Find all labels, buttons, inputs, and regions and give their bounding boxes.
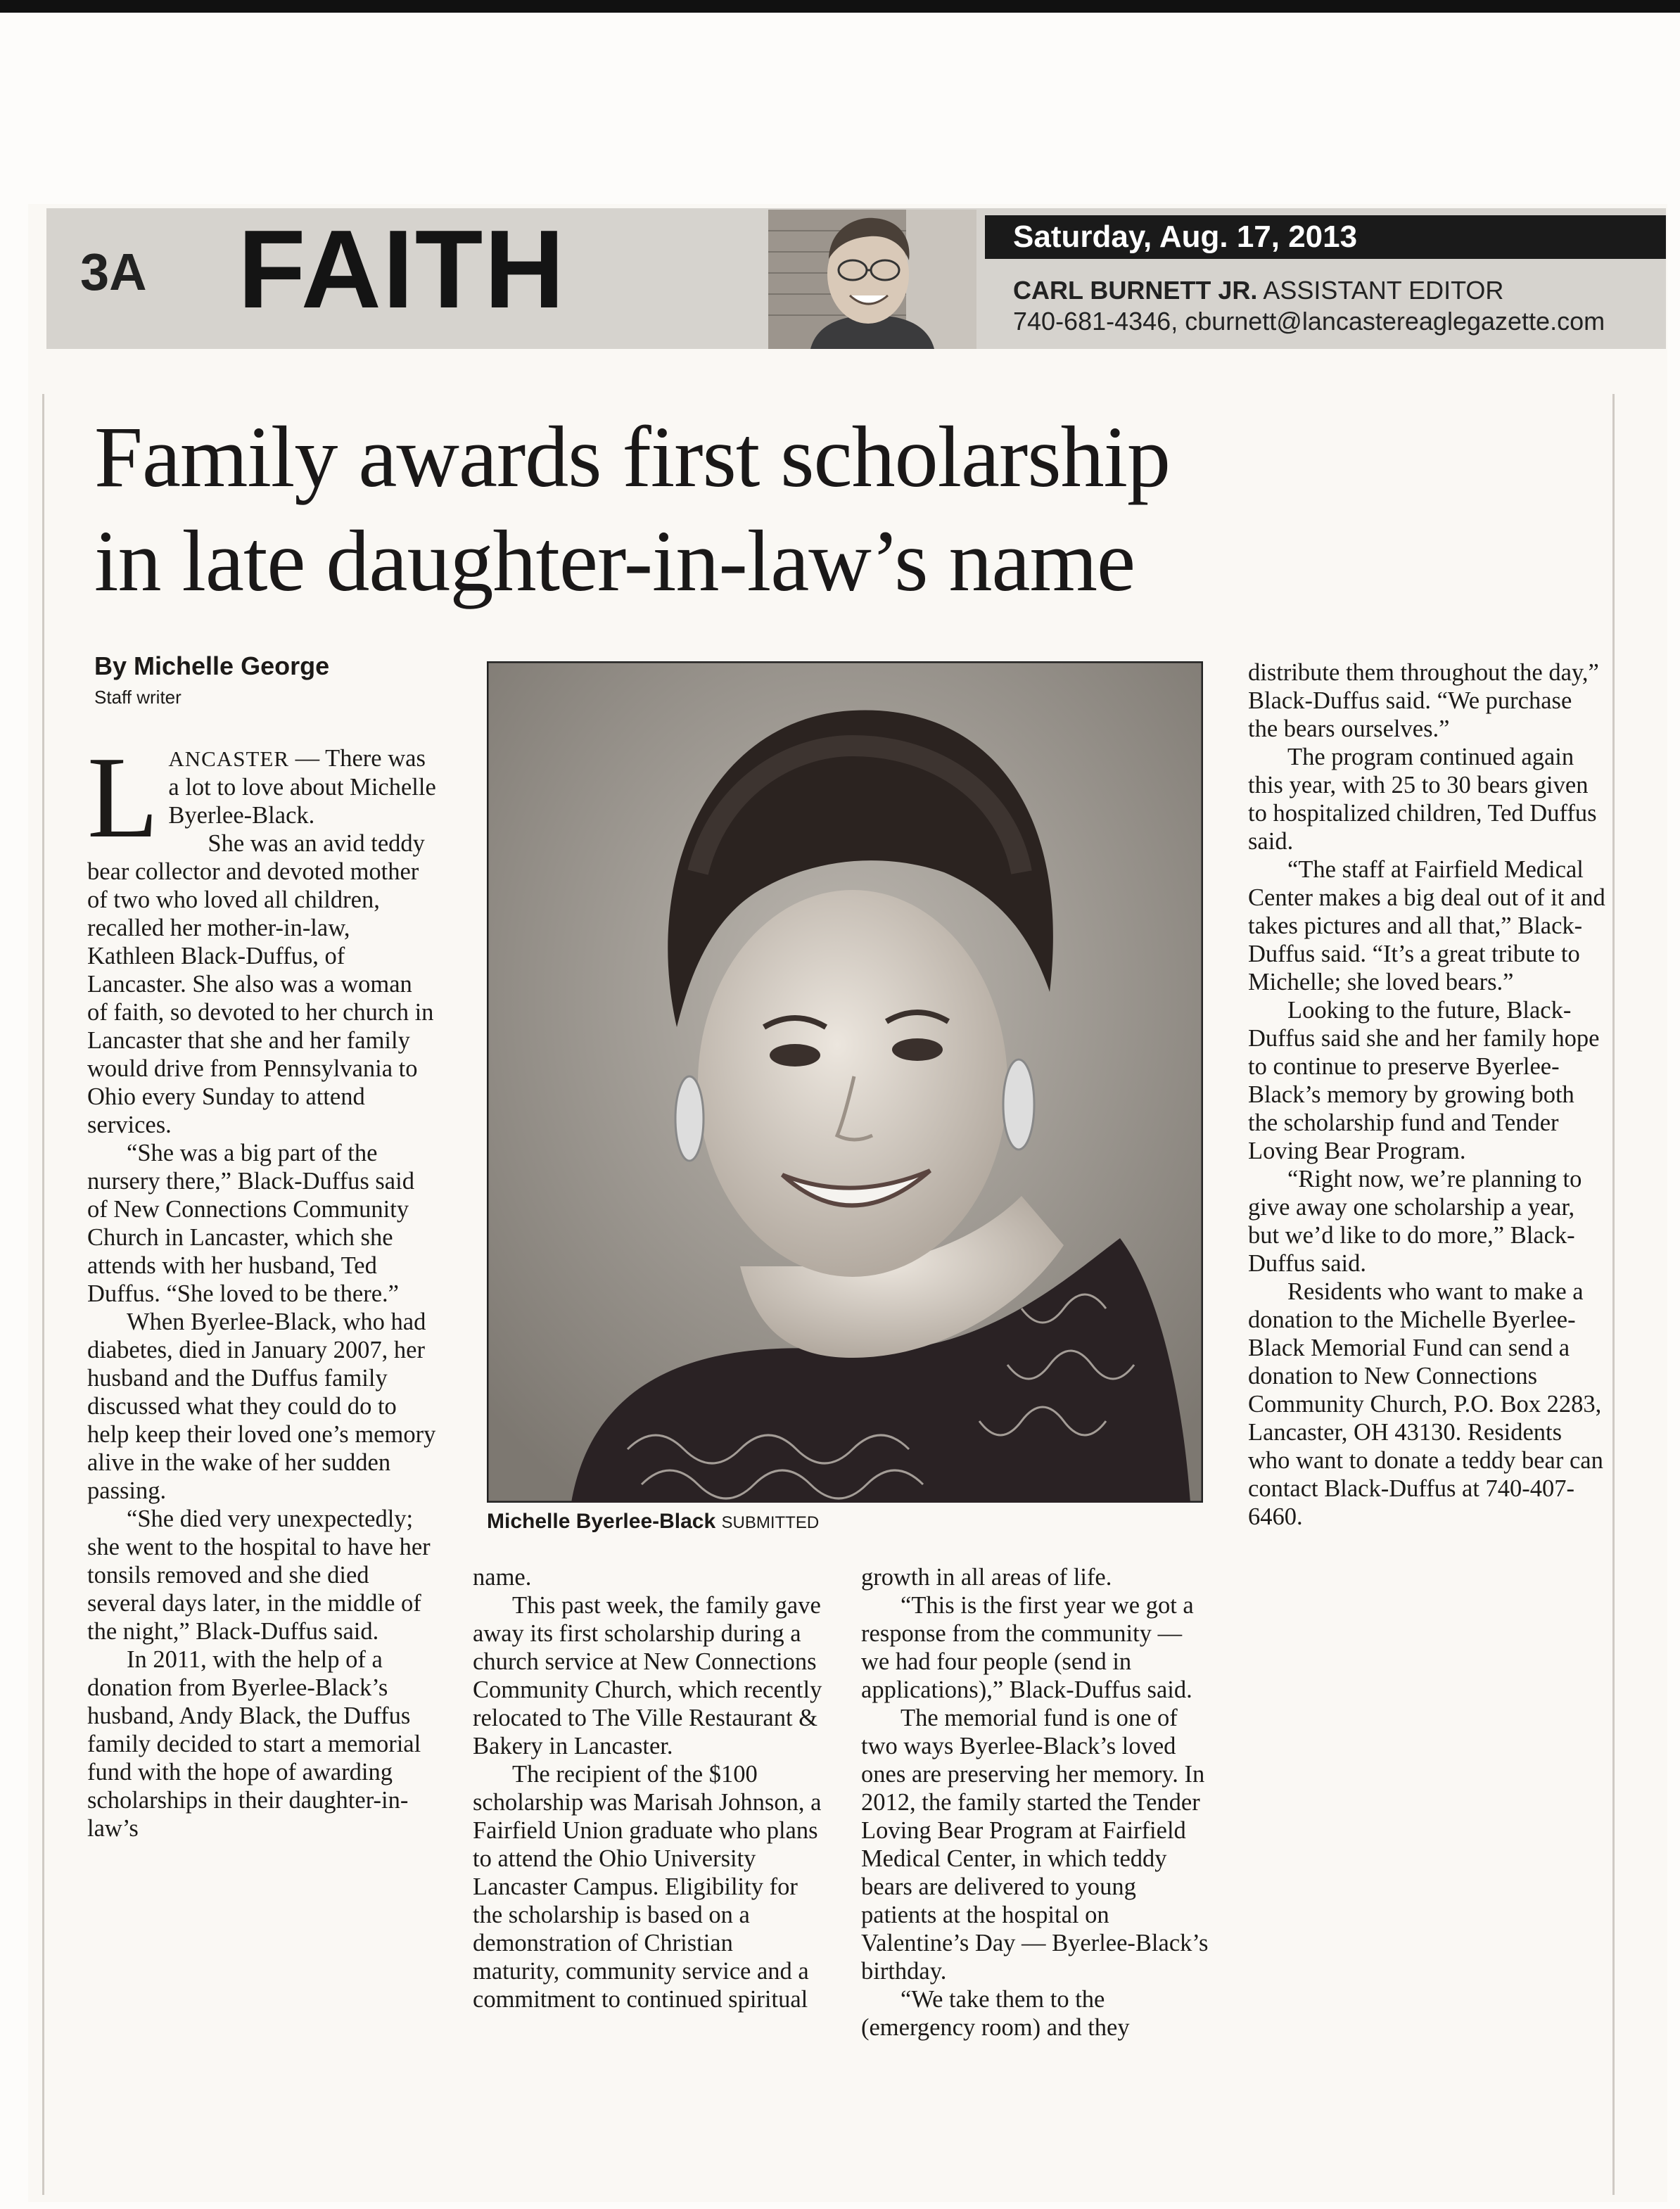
paragraph: “She was a big part of the nursery there,” Black-Duffus said of New Connections Community Church in Lancaster, which she attends with her husband, Ted Duffus. “She loved to be there.” (87, 1140, 414, 1307)
editor-name: CARL BURNETT JR. (1013, 276, 1258, 305)
photo-caption (487, 1510, 819, 1534)
paragraph-continued: distribute them throughout the day,” Black-Duffus said. “We purchase the bears ourselves.” (1248, 659, 1599, 742)
lead-text: — There was a lot to love about Michelle Byerlee-Black. (168, 745, 436, 829)
portrait-photo-icon (487, 661, 1203, 1503)
paragraph: She was an avid teddy bear collector and devoted mother of two who loved all children, recalled her mother-in-law, Kathleen Black-Duffus, of Lancaster. She also was a woman of faith, so devoted to her church in Lancaster that she and her family would drive from Pennsylvania to Ohio every Sunday to attend services. (87, 830, 434, 1138)
paragraph: “Right now, we’re planning to give away one scholarship a year, but we’d like to do more,” Black-Duffus said. (1248, 1166, 1582, 1277)
article-column-4 (1248, 658, 1607, 1531)
paragraph-continued: growth in all areas of life. (861, 1564, 1112, 1591)
headline (94, 405, 1558, 613)
column-rule (1612, 394, 1615, 2195)
article-column-3 (861, 1563, 1213, 2042)
byline: By Michelle George (94, 651, 330, 680)
scan-top-edge (0, 0, 1680, 13)
paragraph: “The staff at Fairfield Medical Center makes a big deal out of it and takes pictures and all that,” Black-Duffus said. “It’s a great tribute to Michelle; she loved bears.” (1248, 856, 1605, 995)
page-number: 3A (80, 243, 147, 301)
editor-title: ASSISTANT EDITOR (1263, 276, 1504, 305)
editor-portrait-icon (768, 210, 976, 349)
paragraph: When Byerlee-Black, who had diabetes, died in January 2007, her husband and the Duffus family discussed what they could do to help keep their loved one’s memory alive in the wake of her sudden passing. (87, 1309, 436, 1504)
paragraph: This past week, the family gave away its first scholarship during a church service at New Connections Community Church, which recently relocated to The Ville Restaurant & Bakery in Lancaster. (473, 1592, 822, 1759)
headline-line-2: in late daughter-in-law’s name (94, 513, 1135, 609)
dateline: ANCASTER (168, 746, 290, 771)
lead-paragraph (87, 732, 436, 862)
paragraph: “We take them to the (emergency room) and they (861, 1986, 1130, 2041)
article-column-1 (87, 732, 436, 1842)
byline-role: Staff writer (94, 687, 182, 708)
paragraph: “She died very unexpectedly; she went to the hospital to have her tonsils removed and she died several days later, in the middle of the night,” Black-Duffus said. (87, 1505, 431, 1645)
drop-cap: L (87, 732, 159, 862)
paragraph: The memorial fund is one of two ways Byerlee-Black’s loved ones are preserving her memory. In 2012, the family started the Tender Loving Bear Program at Fairfield Medical Center, in which teddy bears are delivered to young patients at the hospital on Valentine’s Day — Byerlee-Black’s birthday. (861, 1705, 1209, 1985)
section-title: FAITH (238, 208, 566, 331)
headline-line-1: Family awards first scholarship (94, 409, 1171, 505)
paragraph: In 2011, with the help of a donation from Byerlee-Black’s husband, Andy Black, the Duffus family decided to start a memorial fund with the hope of awarding scholarships in their daughter-in-law’s (87, 1646, 421, 1842)
column-rule (42, 394, 44, 2195)
paragraph: The recipient of the $100 scholarship was Marisah Johnson, a Fairfield Union graduate who plans to attend the Ohio University Lancaster Campus. Eligibility for the scholarship is based on a demonstration of Christian maturity, community service and a commitment to continued spiritual (473, 1761, 822, 2013)
editor-contact: 740-681-4346, cburnett@lancastereaglegazette.com (1013, 307, 1605, 336)
article-column-2 (473, 1563, 825, 2013)
paragraph: The program continued again this year, with 25 to 30 bears given to hospitalized children, Ted Duffus said. (1248, 744, 1597, 855)
editor-credit (1013, 276, 1503, 305)
paragraph: “This is the first year we got a response from the community — we had four people (send in applications),” Black-Duffus said. (861, 1592, 1194, 1703)
issue-date: Saturday, Aug. 17, 2013 (1013, 219, 1358, 254)
photo-subject: Michelle Byerlee-Black (487, 1510, 716, 1533)
photo-credit: SUBMITTED (721, 1513, 820, 1532)
paragraph-continued: name. (473, 1564, 532, 1591)
paragraph: Residents who want to make a donation to the Michelle Byerlee-Black Memorial Fund can send a donation to New Connections Community Church, P.O. Box 2283, Lancaster, OH 43130. Residents who want to donate a teddy bear can contact Black-Duffus at 740-407-6460. (1248, 1278, 1603, 1530)
paragraph: Looking to the future, Black-Duffus said she and her family hope to continue to preserve Byerlee-Black’s memory by growing both the scholarship fund and Tender Loving Bear Program. (1248, 997, 1600, 1164)
